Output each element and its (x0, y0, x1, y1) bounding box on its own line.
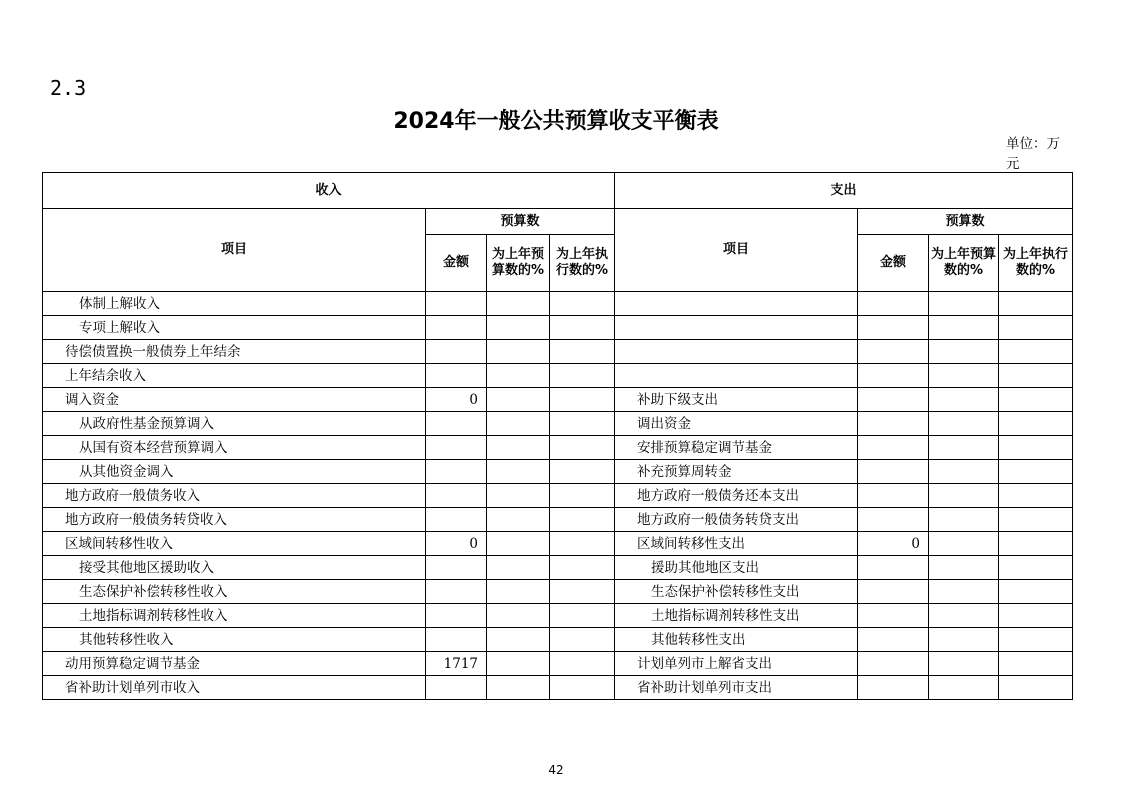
income-pct-exec-cell (550, 412, 615, 436)
expense-pct-budget-cell (929, 532, 999, 556)
expense-pct-exec-cell (999, 628, 1073, 652)
income-amount-header: 金额 (426, 235, 487, 292)
income-amount-cell (426, 580, 487, 604)
expense-pct-exec-cell (999, 316, 1073, 340)
income-pct-exec-cell (550, 532, 615, 556)
expense-item-cell (615, 340, 858, 364)
income-budget-header: 预算数 (426, 209, 615, 235)
expense-pct-budget-cell (929, 460, 999, 484)
expense-amount-cell (858, 316, 929, 340)
expense-item-cell (615, 316, 858, 340)
table-row (43, 388, 1073, 412)
expense-item-cell: 土地指标调剂转移性支出 (615, 604, 858, 628)
income-pct-exec-cell (550, 292, 615, 316)
expense-pct-exec-cell (999, 604, 1073, 628)
expense-pct-budget-cell (929, 580, 999, 604)
income-item-cell: 地方政府一般债务收入 (43, 484, 426, 508)
expense-pct-exec-cell (999, 556, 1073, 580)
income-item-cell: 土地指标调剂转移性收入 (43, 604, 426, 628)
income-pct-budget-cell (487, 556, 550, 580)
expense-amount-cell (858, 676, 929, 700)
expense-amount-cell: 0 (858, 532, 929, 556)
table-row (43, 556, 1073, 580)
income-pct-budget-cell (487, 580, 550, 604)
expense-item-cell: 计划单列市上解省支出 (615, 652, 858, 676)
expense-pct-budget-cell (929, 676, 999, 700)
income-amount-cell: 1717 (426, 652, 487, 676)
expense-header: 支出 (615, 173, 1073, 209)
expense-pct-budget-cell (929, 604, 999, 628)
expense-item-cell: 地方政府一般债务还本支出 (615, 484, 858, 508)
expense-pct-budget-cell (929, 436, 999, 460)
income-amount-cell (426, 604, 487, 628)
budget-balance-table (42, 172, 1073, 700)
income-item-cell: 从国有资本经营预算调入 (43, 436, 426, 460)
income-amount-cell (426, 508, 487, 532)
section-number: 2.3 (50, 76, 87, 100)
expense-pct-exec-cell (999, 508, 1073, 532)
income-item-cell: 生态保护补偿转移性收入 (43, 580, 426, 604)
income-pct-exec-cell (550, 508, 615, 532)
expense-amount-cell (858, 604, 929, 628)
expense-item-cell: 援助其他地区支出 (615, 556, 858, 580)
expense-pct-exec-cell (999, 364, 1073, 388)
table-row (43, 628, 1073, 652)
income-pct-budget-cell (487, 508, 550, 532)
income-amount-cell (426, 628, 487, 652)
income-pct-exec-cell (550, 388, 615, 412)
income-header: 收入 (43, 173, 615, 209)
expense-item-cell: 省补助计划单列市支出 (615, 676, 858, 700)
expense-amount-cell (858, 652, 929, 676)
income-item-cell: 从其他资金调入 (43, 460, 426, 484)
income-pct-budget-cell (487, 340, 550, 364)
table-row (43, 364, 1073, 388)
table-row (43, 484, 1073, 508)
income-pct-budget-cell (487, 316, 550, 340)
income-amount-cell (426, 484, 487, 508)
expense-pct-exec-cell (999, 532, 1073, 556)
income-pct-exec-cell (550, 604, 615, 628)
income-amount-cell (426, 460, 487, 484)
table-row (43, 340, 1073, 364)
expense-pct-budget-cell (929, 292, 999, 316)
expense-pct-budget-cell (929, 412, 999, 436)
expense-pct-budget-cell (929, 388, 999, 412)
income-pct-budget-cell (487, 412, 550, 436)
expense-item-cell: 补助下级支出 (615, 388, 858, 412)
expense-pct-exec-cell (999, 292, 1073, 316)
expense-pct-budget-header: 为上年预算数的% (929, 235, 999, 292)
expense-pct-budget-cell (929, 628, 999, 652)
income-pct-exec-cell (550, 652, 615, 676)
expense-amount-cell (858, 460, 929, 484)
table-row (43, 412, 1073, 436)
income-item-cell: 地方政府一般债务转贷收入 (43, 508, 426, 532)
income-pct-exec-cell (550, 556, 615, 580)
income-pct-exec-cell (550, 460, 615, 484)
income-pct-budget-cell (487, 292, 550, 316)
income-amount-cell (426, 292, 487, 316)
income-item-cell: 从政府性基金预算调入 (43, 412, 426, 436)
expense-pct-exec-cell (999, 340, 1073, 364)
income-pct-exec-cell (550, 676, 615, 700)
expense-amount-cell (858, 340, 929, 364)
income-pct-exec-cell (550, 436, 615, 460)
income-item-cell: 区域间转移性收入 (43, 532, 426, 556)
expense-pct-exec-cell (999, 388, 1073, 412)
income-item-cell: 调入资金 (43, 388, 426, 412)
income-amount-cell (426, 364, 487, 388)
expense-pct-exec-cell (999, 580, 1073, 604)
table-row (43, 460, 1073, 484)
expense-item-cell: 安排预算稳定调节基金 (615, 436, 858, 460)
table-row (43, 676, 1073, 700)
expense-pct-exec-cell (999, 652, 1073, 676)
expense-pct-exec-header: 为上年执行数的% (999, 235, 1073, 292)
expense-amount-header: 金额 (858, 235, 929, 292)
table-row (43, 292, 1073, 316)
table-row (43, 316, 1073, 340)
expense-amount-cell (858, 388, 929, 412)
income-amount-cell (426, 436, 487, 460)
table-row (43, 652, 1073, 676)
expense-item-cell: 区域间转移性支出 (615, 532, 858, 556)
income-pct-exec-cell (550, 364, 615, 388)
expense-pct-exec-cell (999, 676, 1073, 700)
table-row (43, 508, 1073, 532)
income-pct-budget-cell (487, 676, 550, 700)
income-pct-exec-cell (550, 628, 615, 652)
income-item-cell: 动用预算稳定调节基金 (43, 652, 426, 676)
income-pct-budget-cell (487, 652, 550, 676)
expense-item-cell: 地方政府一般债务转贷支出 (615, 508, 858, 532)
income-pct-exec-cell (550, 340, 615, 364)
expense-item-cell: 其他转移性支出 (615, 628, 858, 652)
income-item-cell: 待偿债置换一般债券上年结余 (43, 340, 426, 364)
expense-pct-exec-cell (999, 484, 1073, 508)
expense-amount-cell (858, 436, 929, 460)
expense-item-cell (615, 364, 858, 388)
income-amount-cell (426, 316, 487, 340)
expense-pct-budget-cell (929, 364, 999, 388)
income-amount-cell (426, 340, 487, 364)
expense-item-header: 项目 (615, 209, 858, 292)
income-amount-cell (426, 676, 487, 700)
expense-amount-cell (858, 412, 929, 436)
income-pct-budget-cell (487, 388, 550, 412)
income-item-cell: 上年结余收入 (43, 364, 426, 388)
expense-item-cell: 调出资金 (615, 412, 858, 436)
income-pct-budget-cell (487, 532, 550, 556)
expense-amount-cell (858, 556, 929, 580)
income-item-header: 项目 (43, 209, 426, 292)
expense-item-cell: 生态保护补偿转移性支出 (615, 580, 858, 604)
income-item-cell: 其他转移性收入 (43, 628, 426, 652)
page-number: 42 (548, 763, 564, 777)
income-pct-exec-cell (550, 484, 615, 508)
expense-pct-exec-cell (999, 436, 1073, 460)
income-pct-budget-cell (487, 460, 550, 484)
table-row (43, 580, 1073, 604)
expense-pct-exec-cell (999, 460, 1073, 484)
income-item-cell: 体制上解收入 (43, 292, 426, 316)
expense-pct-budget-cell (929, 652, 999, 676)
expense-amount-cell (858, 364, 929, 388)
table-row (43, 532, 1073, 556)
expense-item-cell (615, 292, 858, 316)
expense-budget-header: 预算数 (858, 209, 1073, 235)
expense-pct-budget-cell (929, 508, 999, 532)
income-amount-cell (426, 412, 487, 436)
income-item-cell: 省补助计划单列市收入 (43, 676, 426, 700)
expense-pct-budget-cell (929, 484, 999, 508)
expense-amount-cell (858, 580, 929, 604)
income-pct-exec-header: 为上年执行数的% (550, 235, 615, 292)
unit-label: 单位：万元 (1006, 136, 1060, 172)
table-row (43, 604, 1073, 628)
page-title: 2024年一般公共预算收支平衡表 (393, 109, 719, 134)
income-pct-budget-cell (487, 628, 550, 652)
expense-item-cell: 补充预算周转金 (615, 460, 858, 484)
expense-pct-budget-cell (929, 556, 999, 580)
income-item-cell: 专项上解收入 (43, 316, 426, 340)
income-amount-cell: 0 (426, 532, 487, 556)
income-pct-budget-cell (487, 484, 550, 508)
income-pct-exec-cell (550, 580, 615, 604)
income-pct-exec-cell (550, 316, 615, 340)
income-amount-cell: 0 (426, 388, 487, 412)
income-pct-budget-cell (487, 604, 550, 628)
expense-pct-budget-cell (929, 316, 999, 340)
expense-pct-budget-cell (929, 340, 999, 364)
expense-amount-cell (858, 628, 929, 652)
expense-amount-cell (858, 484, 929, 508)
income-item-cell: 接受其他地区援助收入 (43, 556, 426, 580)
expense-pct-exec-cell (999, 412, 1073, 436)
income-pct-budget-cell (487, 364, 550, 388)
expense-amount-cell (858, 292, 929, 316)
income-pct-budget-cell (487, 436, 550, 460)
income-amount-cell (426, 556, 487, 580)
expense-amount-cell (858, 508, 929, 532)
table-row (43, 436, 1073, 460)
income-pct-budget-header: 为上年预算数的% (487, 235, 550, 292)
